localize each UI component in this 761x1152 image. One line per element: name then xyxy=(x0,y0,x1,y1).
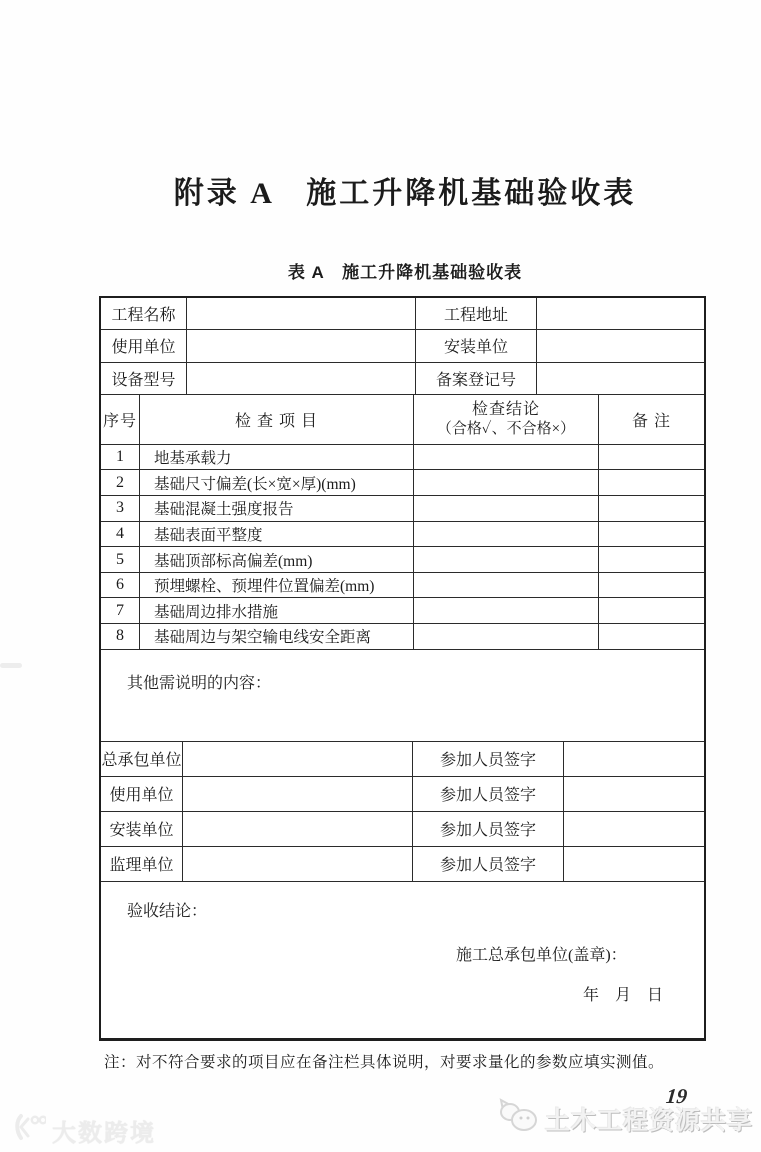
table-row xyxy=(101,330,704,362)
info-value-cell xyxy=(537,298,704,330)
sign-value-cell xyxy=(564,812,704,847)
info-value-cell xyxy=(187,363,416,395)
table-row xyxy=(101,598,704,624)
check-item: 预埋螺栓、预埋件位置偏差(mm) xyxy=(140,573,414,599)
row-index: 3 xyxy=(101,496,140,522)
row-index: 7 xyxy=(101,598,140,624)
info-value-cell xyxy=(537,363,704,395)
result-cell xyxy=(414,522,599,548)
dashu-logo-icon xyxy=(12,1113,46,1148)
watermark-text: 土木工程资源共享 xyxy=(544,1106,753,1135)
check-item: 基础顶部标高偏差(mm) xyxy=(140,547,414,573)
table-row xyxy=(101,445,704,471)
bottom-left-watermark xyxy=(12,1113,156,1148)
unit-label: 安装单位 xyxy=(101,812,183,847)
remark-cell xyxy=(599,624,704,650)
table-row xyxy=(101,522,704,548)
row-index: 2 xyxy=(101,470,140,496)
row-index: 8 xyxy=(101,624,140,650)
info-value-cell xyxy=(187,298,416,330)
sign-label: 参加人员签字 xyxy=(413,742,564,777)
unit-value-cell xyxy=(183,812,413,847)
table-row xyxy=(101,777,704,812)
result-header-line2: （合格✓、不合格×） xyxy=(436,421,576,438)
checklist-header-row xyxy=(101,395,704,445)
contractor-seal-line: 施工总承包单位(盖章)： xyxy=(456,946,627,964)
other-notes-label: 其他需说明的内容： xyxy=(127,674,272,692)
unit-value-cell xyxy=(183,742,413,777)
other-notes-box xyxy=(101,650,704,742)
sign-value-cell xyxy=(564,847,704,882)
column-header-remark: 备 注 xyxy=(599,395,704,445)
unit-label: 监理单位 xyxy=(101,847,183,882)
column-header-item: 检 查 项 目 xyxy=(140,395,414,445)
result-cell xyxy=(414,547,599,573)
sign-label: 参加人员签字 xyxy=(413,812,564,847)
table-row xyxy=(101,847,704,882)
column-header-result xyxy=(414,395,599,445)
info-label: 备案登记号 xyxy=(416,363,537,395)
result-cell xyxy=(414,470,599,496)
unit-value-cell xyxy=(183,777,413,812)
result-header-line1: 检查结论 xyxy=(471,401,540,419)
check-item: 基础周边排水措施 xyxy=(140,598,414,624)
remark-cell xyxy=(599,445,704,471)
date-line: 年 月 日 xyxy=(583,986,664,1004)
result-cell xyxy=(414,496,599,522)
row-index: 1 xyxy=(101,445,140,471)
table-footnote: 注：对不符合要求的项目应在备注栏具体说明，对要求量化的参数应填实测值。 xyxy=(104,1054,665,1071)
table-caption: 表 A 施工升降机基础验收表 xyxy=(287,263,523,282)
check-item: 基础表面平整度 xyxy=(140,522,414,548)
conclusion-box xyxy=(101,882,704,1038)
result-cell xyxy=(414,624,599,650)
remark-cell xyxy=(599,573,704,599)
sign-label: 参加人员签字 xyxy=(413,847,564,882)
table-row xyxy=(101,573,704,599)
unit-label: 使用单位 xyxy=(101,777,183,812)
acceptance-table xyxy=(99,296,706,1041)
table-row xyxy=(101,496,704,522)
remark-cell xyxy=(599,547,704,573)
table-row xyxy=(101,298,704,330)
row-index: 6 xyxy=(101,573,140,599)
table-row xyxy=(101,624,704,650)
remark-cell xyxy=(599,470,704,496)
remark-cell xyxy=(599,496,704,522)
check-item: 基础尺寸偏差(长×宽×厚)(mm) xyxy=(140,470,414,496)
scan-artifact-mark xyxy=(0,663,22,668)
row-index: 4 xyxy=(101,522,140,548)
table-row xyxy=(101,547,704,573)
info-value-cell xyxy=(537,330,704,362)
table-row xyxy=(101,812,704,847)
conclusion-label: 验收结论： xyxy=(127,902,208,920)
info-label: 安装单位 xyxy=(416,330,537,362)
sign-value-cell xyxy=(564,777,704,812)
check-item: 地基承载力 xyxy=(140,445,414,471)
cat-mascot-icon xyxy=(497,1096,539,1141)
table-row xyxy=(101,363,704,395)
unit-value-cell xyxy=(183,847,413,882)
info-label: 设备型号 xyxy=(101,363,187,395)
result-cell xyxy=(414,598,599,624)
sign-value-cell xyxy=(564,742,704,777)
info-label: 工程名称 xyxy=(101,298,187,330)
remark-cell xyxy=(599,522,704,548)
check-item: 基础混凝土强度报告 xyxy=(140,496,414,522)
check-item: 基础周边与架空输电线安全距离 xyxy=(140,624,414,650)
unit-label: 总承包单位 xyxy=(101,742,183,777)
watermark-text: 大数跨境 xyxy=(52,1120,156,1147)
appendix-title: 附录 A 施工升降机基础验收表 xyxy=(173,177,637,210)
remark-cell xyxy=(599,598,704,624)
info-label: 使用单位 xyxy=(101,330,187,362)
result-cell xyxy=(414,445,599,471)
column-header-index: 序号 xyxy=(101,395,140,445)
bottom-right-watermark xyxy=(497,1096,753,1141)
result-cell xyxy=(414,573,599,599)
page-number: 19 xyxy=(664,1084,689,1108)
info-value-cell xyxy=(187,330,416,362)
sign-label: 参加人员签字 xyxy=(413,777,564,812)
table-row xyxy=(101,470,704,496)
row-index: 5 xyxy=(101,547,140,573)
info-label: 工程地址 xyxy=(416,298,537,330)
table-row xyxy=(101,742,704,777)
